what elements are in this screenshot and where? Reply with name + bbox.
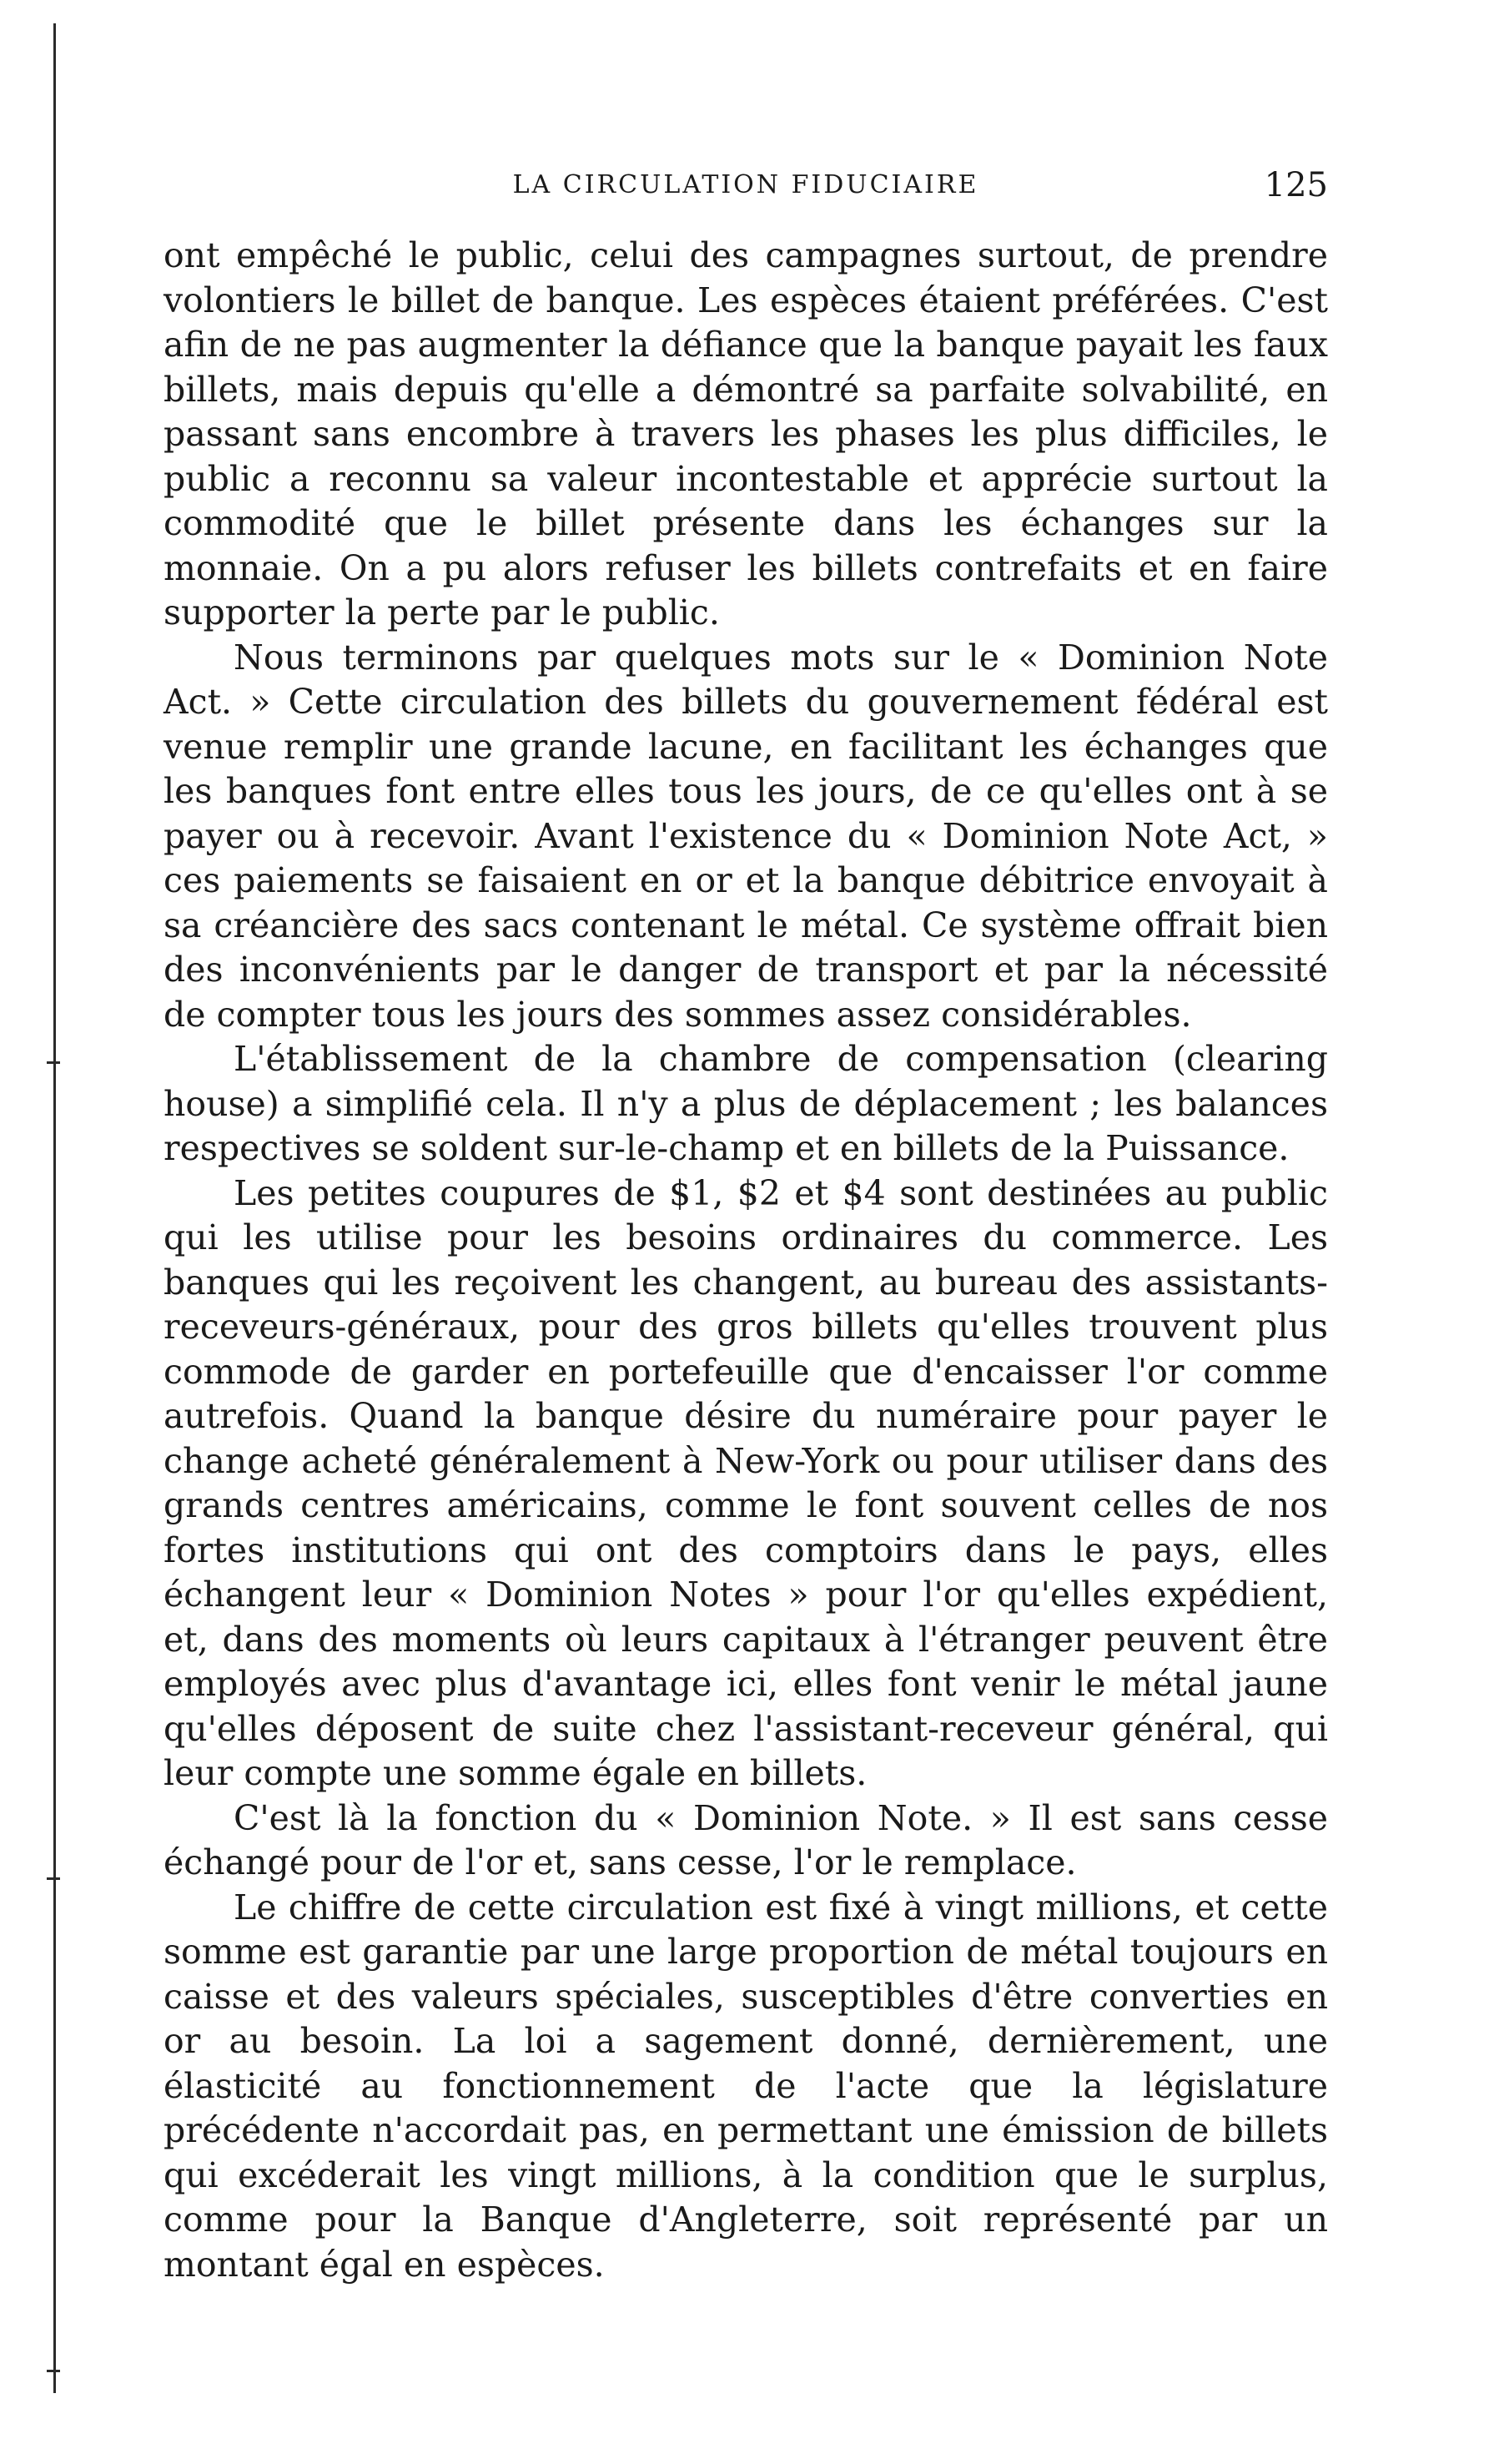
binding-edge-rule xyxy=(53,23,56,2393)
binding-edge-mark xyxy=(47,1061,60,1064)
running-title: LA CIRCULATION FIDUCIAIRE xyxy=(512,170,979,199)
paragraph: Nous terminons par quelques mots sur le « Dominion Note Act. » Cette circulation des billets du gouvernement fédéral est venue remplir une grande lacune, en facilitant les échanges que les banques font entre elles tous les jours, de ce qu'elles ont à se payer ou à recevoir. Avant l'existence du « Dominion Note Act, » ces paiements se faisaient en or et la banque débitrice envoyait à sa créancière des sacs contenant le métal. Ce système offrait bien des inconvénients par le danger de transport et par la nécessité de compter tous les jours des sommes assez considérables. xyxy=(163,637,1328,1035)
body-text xyxy=(163,234,1328,2287)
running-head xyxy=(163,165,1328,205)
page-number: 125 xyxy=(1264,166,1328,204)
binding-edge-mark xyxy=(47,2370,60,2372)
paragraph: Le chiffre de cette circulation est fixé à vingt millions, et cette somme est garantie par une large proportion de métal toujours en caisse et des valeurs spéciales, susceptibles d'être converties en or au besoin. La loi a sagement donné, dernièrement, une élasticité au fonctionnement de l'acte que la législature précédente n'accordait pas, en permettant une émission de billets qui excéderait les vingt millions, à la condition que le surplus, comme pour la Banque d'Angleterre, soit représenté par un montant égal en espèces. xyxy=(163,1887,1328,2285)
binding-edge-mark xyxy=(47,1877,60,1880)
paragraph: C'est là la fonction du « Dominion Note. » Il est sans cesse échangé pour de l'or et, sans cesse, l'or le remplace. xyxy=(163,1797,1328,1882)
paragraph: L'établissement de la chambre de compensation (clearing house) a simplifié cela. Il n'y a plus de déplacement ; les balances respectives se soldent sur-le-champ et en billets de la Puissance. xyxy=(163,1039,1328,1168)
paragraph: ont empêché le public, celui des campagnes surtout, de prendre volontiers le billet de banque. Les espèces étaient préférées. C'est afin de ne pas augmenter la défiance que la banque payait les faux billets, mais depuis qu'elle a démontré sa parfaite solvabilité, en passant sans encombre à travers les phases les plus difficiles, le public a reconnu sa valeur incontestable et apprécie surtout la commodité que le billet présente dans les échanges sur la monnaie. On a pu alors refuser les billets contrefaits et en faire supporter la perte par le public. xyxy=(163,235,1328,632)
paragraph: Les petites coupures de $1, $2 et $4 sont destinées au public qui les utilise pour les besoins ordinaires du commerce. Les banques qui les reçoivent les changent, au bureau des assistants-receveurs-généraux, pour des gros billets qu'elles trouvent plus commode de garder en portefeuille que d'encaisser l'or comme autrefois. Quand la banque désire du numéraire pour payer le change acheté généralement à New-York ou pour utiliser dans des grands centres américains, comme le font souvent celles de nos fortes institutions qui ont des comptoirs dans le pays, elles échangent leur « Dominion Notes » pour l'or qu'elles expédient, et, dans des moments où leurs capitaux à l'étranger peuvent être employés avec plus d'avantage ici, elles font venir le métal jaune qu'elles déposent de suite chez l'assistant-receveur général, qui leur compte une somme égale en billets. xyxy=(163,1172,1328,1793)
